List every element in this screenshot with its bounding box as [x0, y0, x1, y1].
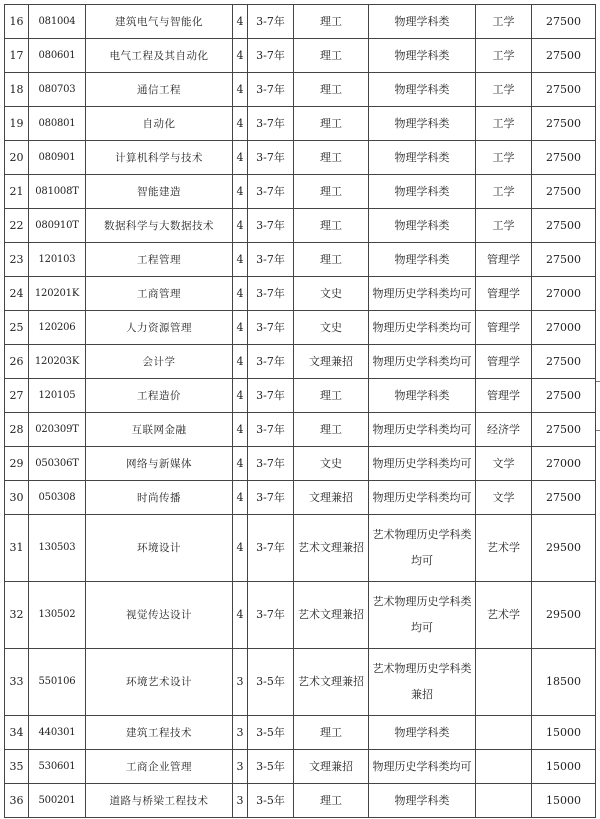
- study-years: 4: [233, 209, 248, 243]
- major-name: 计算机科学与技术: [86, 141, 233, 175]
- table-row: [5, 107, 596, 141]
- major-code: 130503: [29, 515, 86, 582]
- study-years: 4: [233, 175, 248, 209]
- admission-category: 理工: [294, 209, 369, 243]
- tuition-fee: 27500: [532, 73, 596, 107]
- tuition-fee: 27500: [532, 39, 596, 73]
- major-code: 130502: [29, 582, 86, 649]
- major-code: 530601: [29, 750, 86, 784]
- table-row: [5, 175, 596, 209]
- row-number: 25: [5, 311, 29, 345]
- study-years: 4: [233, 39, 248, 73]
- row-number: 22: [5, 209, 29, 243]
- tuition-fee: 27500: [532, 107, 596, 141]
- study-term: 3-7年: [248, 311, 294, 345]
- row-number: 20: [5, 141, 29, 175]
- subject-requirement: 艺术物理历史学科类均可: [369, 515, 476, 582]
- tuition-fee: 27500: [532, 481, 596, 515]
- major-code: 050308: [29, 481, 86, 515]
- row-number: 28: [5, 413, 29, 447]
- major-code: 080703: [29, 73, 86, 107]
- study-term: 3-7年: [248, 141, 294, 175]
- admission-category: 理工: [294, 73, 369, 107]
- table-body: [5, 5, 596, 818]
- study-term: 3-7年: [248, 5, 294, 39]
- major-name: 视觉传达设计: [86, 582, 233, 649]
- degree-type: 经济学: [476, 413, 532, 447]
- study-term: 3-7年: [248, 277, 294, 311]
- study-term: 3-7年: [248, 515, 294, 582]
- study-years: 4: [233, 243, 248, 277]
- tuition-fee: 29500: [532, 515, 596, 582]
- admission-category: 文史: [294, 277, 369, 311]
- subject-requirement: 物理学科类: [369, 39, 476, 73]
- subject-requirement: 艺术物理历史学科类兼招: [369, 649, 476, 716]
- table-row: [5, 39, 596, 73]
- study-years: 4: [233, 141, 248, 175]
- major-name: 工程管理: [86, 243, 233, 277]
- tuition-fee: 29500: [532, 582, 596, 649]
- major-code: 440301: [29, 716, 86, 750]
- tuition-fee: 15000: [532, 750, 596, 784]
- study-term: 3-7年: [248, 107, 294, 141]
- study-years: 4: [233, 277, 248, 311]
- major-name: 电气工程及其自动化: [86, 39, 233, 73]
- major-code: 080601: [29, 39, 86, 73]
- admission-category: 理工: [294, 413, 369, 447]
- admission-category: 文理兼招: [294, 750, 369, 784]
- major-name: 工程造价: [86, 379, 233, 413]
- table-row: [5, 481, 596, 515]
- study-term: 3-7年: [248, 379, 294, 413]
- table-row: [5, 784, 596, 818]
- major-code: 120203K: [29, 345, 86, 379]
- table-row: [5, 243, 596, 277]
- study-term: 3-5年: [248, 784, 294, 818]
- major-code: 120103: [29, 243, 86, 277]
- subject-requirement: 物理学科类: [369, 5, 476, 39]
- study-years: 4: [233, 413, 248, 447]
- study-years: 4: [233, 481, 248, 515]
- tuition-fee: 27000: [532, 311, 596, 345]
- major-code: 120206: [29, 311, 86, 345]
- major-name: 互联网金融: [86, 413, 233, 447]
- tuition-fee: 27500: [532, 379, 596, 413]
- table-row: [5, 5, 596, 39]
- subject-requirement: 物理历史学科类均可: [369, 750, 476, 784]
- table-row: [5, 447, 596, 481]
- subject-requirement: 物理历史学科类均可: [369, 447, 476, 481]
- major-name: 通信工程: [86, 73, 233, 107]
- page-edge-mark: [596, 381, 600, 382]
- study-years: 3: [233, 716, 248, 750]
- row-number: 35: [5, 750, 29, 784]
- degree-type: 工学: [476, 5, 532, 39]
- study-term: 3-5年: [248, 750, 294, 784]
- study-years: 4: [233, 107, 248, 141]
- row-number: 19: [5, 107, 29, 141]
- degree-type: 工学: [476, 175, 532, 209]
- major-code: 020309T: [29, 413, 86, 447]
- subject-requirement: 物理学科类: [369, 716, 476, 750]
- subject-requirement: 物理历史学科类均可: [369, 311, 476, 345]
- major-code: 120201K: [29, 277, 86, 311]
- subject-requirement: 物理历史学科类均可: [369, 413, 476, 447]
- degree-type: 管理学: [476, 379, 532, 413]
- study-years: 3: [233, 649, 248, 716]
- degree-type: 工学: [476, 39, 532, 73]
- study-years: 4: [233, 311, 248, 345]
- table-row: [5, 716, 596, 750]
- table-row: [5, 582, 596, 649]
- admission-category: 文理兼招: [294, 345, 369, 379]
- subject-requirement: 物理历史学科类均可: [369, 345, 476, 379]
- table-row: [5, 649, 596, 716]
- degree-type: [476, 649, 532, 716]
- row-number: 24: [5, 277, 29, 311]
- admission-category: 理工: [294, 5, 369, 39]
- subject-requirement: 物理学科类: [369, 141, 476, 175]
- table-row: [5, 750, 596, 784]
- row-number: 16: [5, 5, 29, 39]
- study-term: 3-7年: [248, 413, 294, 447]
- study-term: 3-7年: [248, 345, 294, 379]
- study-term: 3-7年: [248, 73, 294, 107]
- tuition-fee: 27500: [532, 175, 596, 209]
- row-number: 29: [5, 447, 29, 481]
- study-term: 3-5年: [248, 716, 294, 750]
- subject-requirement: 物理学科类: [369, 175, 476, 209]
- tuition-fee: 15000: [532, 784, 596, 818]
- table-row: [5, 379, 596, 413]
- table-row: [5, 413, 596, 447]
- study-years: 3: [233, 784, 248, 818]
- major-name: 工商企业管理: [86, 750, 233, 784]
- study-term: 3-7年: [248, 175, 294, 209]
- degree-type: 文学: [476, 481, 532, 515]
- subject-requirement: 物理学科类: [369, 784, 476, 818]
- study-term: 3-7年: [248, 582, 294, 649]
- row-number: 36: [5, 784, 29, 818]
- study-years: 4: [233, 73, 248, 107]
- admission-category: 文史: [294, 447, 369, 481]
- admission-category: 理工: [294, 243, 369, 277]
- study-years: 4: [233, 447, 248, 481]
- major-tuition-table: [4, 4, 596, 818]
- table-row: [5, 277, 596, 311]
- admission-category: 文史: [294, 311, 369, 345]
- tuition-fee: 27500: [532, 5, 596, 39]
- table-row: [5, 515, 596, 582]
- tuition-fee: 27500: [532, 413, 596, 447]
- major-code: 081004: [29, 5, 86, 39]
- major-name: 建筑电气与智能化: [86, 5, 233, 39]
- table-row: [5, 311, 596, 345]
- subject-requirement: 物理历史学科类均可: [369, 481, 476, 515]
- major-code: 080801: [29, 107, 86, 141]
- admission-category: 艺术文理兼招: [294, 582, 369, 649]
- admission-category: 理工: [294, 175, 369, 209]
- major-name: 环境设计: [86, 515, 233, 582]
- study-years: 4: [233, 379, 248, 413]
- table-row: [5, 141, 596, 175]
- degree-type: [476, 784, 532, 818]
- major-name: 环境艺术设计: [86, 649, 233, 716]
- subject-requirement: 物理学科类: [369, 107, 476, 141]
- study-years: 4: [233, 5, 248, 39]
- study-term: 3-7年: [248, 447, 294, 481]
- degree-type: 管理学: [476, 345, 532, 379]
- tuition-fee: 27500: [532, 141, 596, 175]
- subject-requirement: 艺术物理历史学科类均可: [369, 582, 476, 649]
- admission-category: 理工: [294, 39, 369, 73]
- row-number: 27: [5, 379, 29, 413]
- row-number: 18: [5, 73, 29, 107]
- major-name: 建筑工程技术: [86, 716, 233, 750]
- row-number: 21: [5, 175, 29, 209]
- major-name: 网络与新媒体: [86, 447, 233, 481]
- admission-category: 理工: [294, 379, 369, 413]
- admission-category: 理工: [294, 716, 369, 750]
- tuition-fee: 27500: [532, 345, 596, 379]
- page-edge-mark: [596, 430, 600, 431]
- major-code: 081008T: [29, 175, 86, 209]
- degree-type: 文学: [476, 447, 532, 481]
- subject-requirement: 物理历史学科类均可: [369, 277, 476, 311]
- tuition-fee: 27500: [532, 209, 596, 243]
- major-name: 智能建造: [86, 175, 233, 209]
- row-number: 31: [5, 515, 29, 582]
- degree-type: 工学: [476, 107, 532, 141]
- tuition-fee: 18500: [532, 649, 596, 716]
- table-row: [5, 209, 596, 243]
- study-years: 4: [233, 582, 248, 649]
- row-number: 34: [5, 716, 29, 750]
- degree-type: 艺术学: [476, 582, 532, 649]
- degree-type: [476, 716, 532, 750]
- row-number: 26: [5, 345, 29, 379]
- degree-type: 工学: [476, 209, 532, 243]
- study-years: 4: [233, 345, 248, 379]
- major-name: 自动化: [86, 107, 233, 141]
- row-number: 33: [5, 649, 29, 716]
- admission-category: 理工: [294, 784, 369, 818]
- tuition-fee: 27000: [532, 447, 596, 481]
- subject-requirement: 物理学科类: [369, 73, 476, 107]
- study-term: 3-7年: [248, 39, 294, 73]
- table-row: [5, 73, 596, 107]
- row-number: 32: [5, 582, 29, 649]
- degree-type: 工学: [476, 141, 532, 175]
- subject-requirement: 物理学科类: [369, 243, 476, 277]
- major-name: 工商管理: [86, 277, 233, 311]
- row-number: 17: [5, 39, 29, 73]
- degree-type: 工学: [476, 73, 532, 107]
- major-code: 500201: [29, 784, 86, 818]
- row-number: 23: [5, 243, 29, 277]
- major-name: 时尚传播: [86, 481, 233, 515]
- study-term: 3-7年: [248, 481, 294, 515]
- table-row: [5, 345, 596, 379]
- study-years: 3: [233, 750, 248, 784]
- major-code: 550106: [29, 649, 86, 716]
- admission-category: 艺术文理兼招: [294, 515, 369, 582]
- tuition-fee: 27500: [532, 243, 596, 277]
- degree-type: 管理学: [476, 311, 532, 345]
- study-term: 3-5年: [248, 649, 294, 716]
- degree-type: 管理学: [476, 277, 532, 311]
- major-name: 会计学: [86, 345, 233, 379]
- major-name: 道路与桥梁工程技术: [86, 784, 233, 818]
- major-code: 080901: [29, 141, 86, 175]
- row-number: 30: [5, 481, 29, 515]
- tuition-fee: 27000: [532, 277, 596, 311]
- major-code: 080910T: [29, 209, 86, 243]
- admission-category: 理工: [294, 107, 369, 141]
- major-name: 人力资源管理: [86, 311, 233, 345]
- tuition-fee: 15000: [532, 716, 596, 750]
- degree-type: 艺术学: [476, 515, 532, 582]
- subject-requirement: 物理学科类: [369, 379, 476, 413]
- subject-requirement: 物理学科类: [369, 209, 476, 243]
- admission-category: 文理兼招: [294, 481, 369, 515]
- major-code: 120105: [29, 379, 86, 413]
- major-name: 数据科学与大数据技术: [86, 209, 233, 243]
- admission-category: 艺术文理兼招: [294, 649, 369, 716]
- major-code: 050306T: [29, 447, 86, 481]
- study-term: 3-7年: [248, 243, 294, 277]
- study-term: 3-7年: [248, 209, 294, 243]
- study-years: 4: [233, 515, 248, 582]
- degree-type: 管理学: [476, 243, 532, 277]
- degree-type: [476, 750, 532, 784]
- admission-category: 理工: [294, 141, 369, 175]
